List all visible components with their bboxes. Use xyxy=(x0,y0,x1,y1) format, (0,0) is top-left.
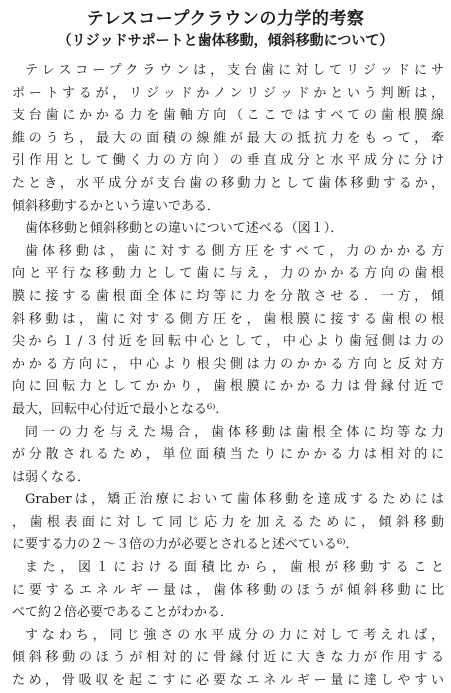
text-line: に要する力の２～３倍の力が必要とされると述べている⁶⁾． xyxy=(12,537,359,553)
text-line: 引作用として働く力の方向）の垂直成分と水平成分に分け xyxy=(12,153,444,169)
page-subtitle: （リジッドサポートと歯体移動，傾斜移動について） xyxy=(57,33,394,49)
text-line: ため，骨吸収を起こすに必要なエネルギー量に達しやすい xyxy=(12,673,444,689)
text-line: べて約２倍必要であることがわかる． xyxy=(12,605,234,621)
text-line: たとき，水平成分が支台歯の移動力として歯体移動するか， xyxy=(12,175,444,191)
text-line: 傾斜移動のほうが相対的に骨縁付近に大きな力が作用する xyxy=(12,650,444,666)
text-line: 向と平行な移動力として歯に与え，力のかかる方向の歯根 xyxy=(12,266,444,282)
text-line: かかる方向に，中心より根尖側は力のかかる方向と反対方 xyxy=(12,356,444,372)
text-line: ポートするが，リジッドかノンリジッドかという判断は， xyxy=(12,85,444,101)
text-line: に要するエネルギー量は，歯体移動のほうが傾斜移動に比 xyxy=(12,582,444,598)
text-line: 歯体移動は，歯に対する側方圧をすべて，力のかかる方 xyxy=(25,243,444,259)
text-line: テレスコープクラウンは，支台歯に対してリジッドにサ xyxy=(25,63,444,78)
text-line: ，歯根表面に対して同じ応力を加えるために，傾斜移動 xyxy=(12,514,444,530)
text-line: すなわち，同じ強さの水平成分の力に対して考えれば， xyxy=(25,627,444,643)
text-line: 向に回転力としてかかり，歯根膜にかかる力は骨縁付近で xyxy=(12,379,444,395)
page-title: テレスコープクラウンの力学的考察 xyxy=(86,9,365,29)
text-line: 尖から１/３付近を回転中心として，中心より歯冠側は力の xyxy=(12,334,444,350)
text-line: 歯体移動と傾斜移動との違いについて述べる（図１）． xyxy=(25,221,344,237)
text-line: 同一の力を与えた場合，歯体移動は歯根全体に均等な力 xyxy=(25,424,444,440)
text-line: また，図１における面積比から，歯根が移動すること xyxy=(25,560,444,576)
text-line: 斜移動は，歯に対する側方圧を，歯根膜に接する歯根の根 xyxy=(12,311,444,327)
text-line: 最大，回転中心付近で最小となる⁶⁾． xyxy=(12,401,229,417)
text-line: 膜に接する歯根面全体に均等に力を分散させる．一方，傾 xyxy=(12,288,444,304)
text-line: 維のうち，最大の面積の線維が最大の抵抗力をもって，牽 xyxy=(12,130,444,146)
text-line: 支台歯にかかる力を歯軸方向（ここではすべての歯根膜線 xyxy=(12,108,444,124)
body-text xyxy=(12,60,444,693)
text-line: が分散されるため，単位面積当たりにかかる力は相対的に xyxy=(12,447,444,463)
text-line: Graberは，矯正治療において歯体移動を達成するためには xyxy=(25,492,444,508)
text-line: は弱くなる． xyxy=(12,469,91,485)
text-line: 傾斜移動するかという違いである． xyxy=(12,198,221,214)
